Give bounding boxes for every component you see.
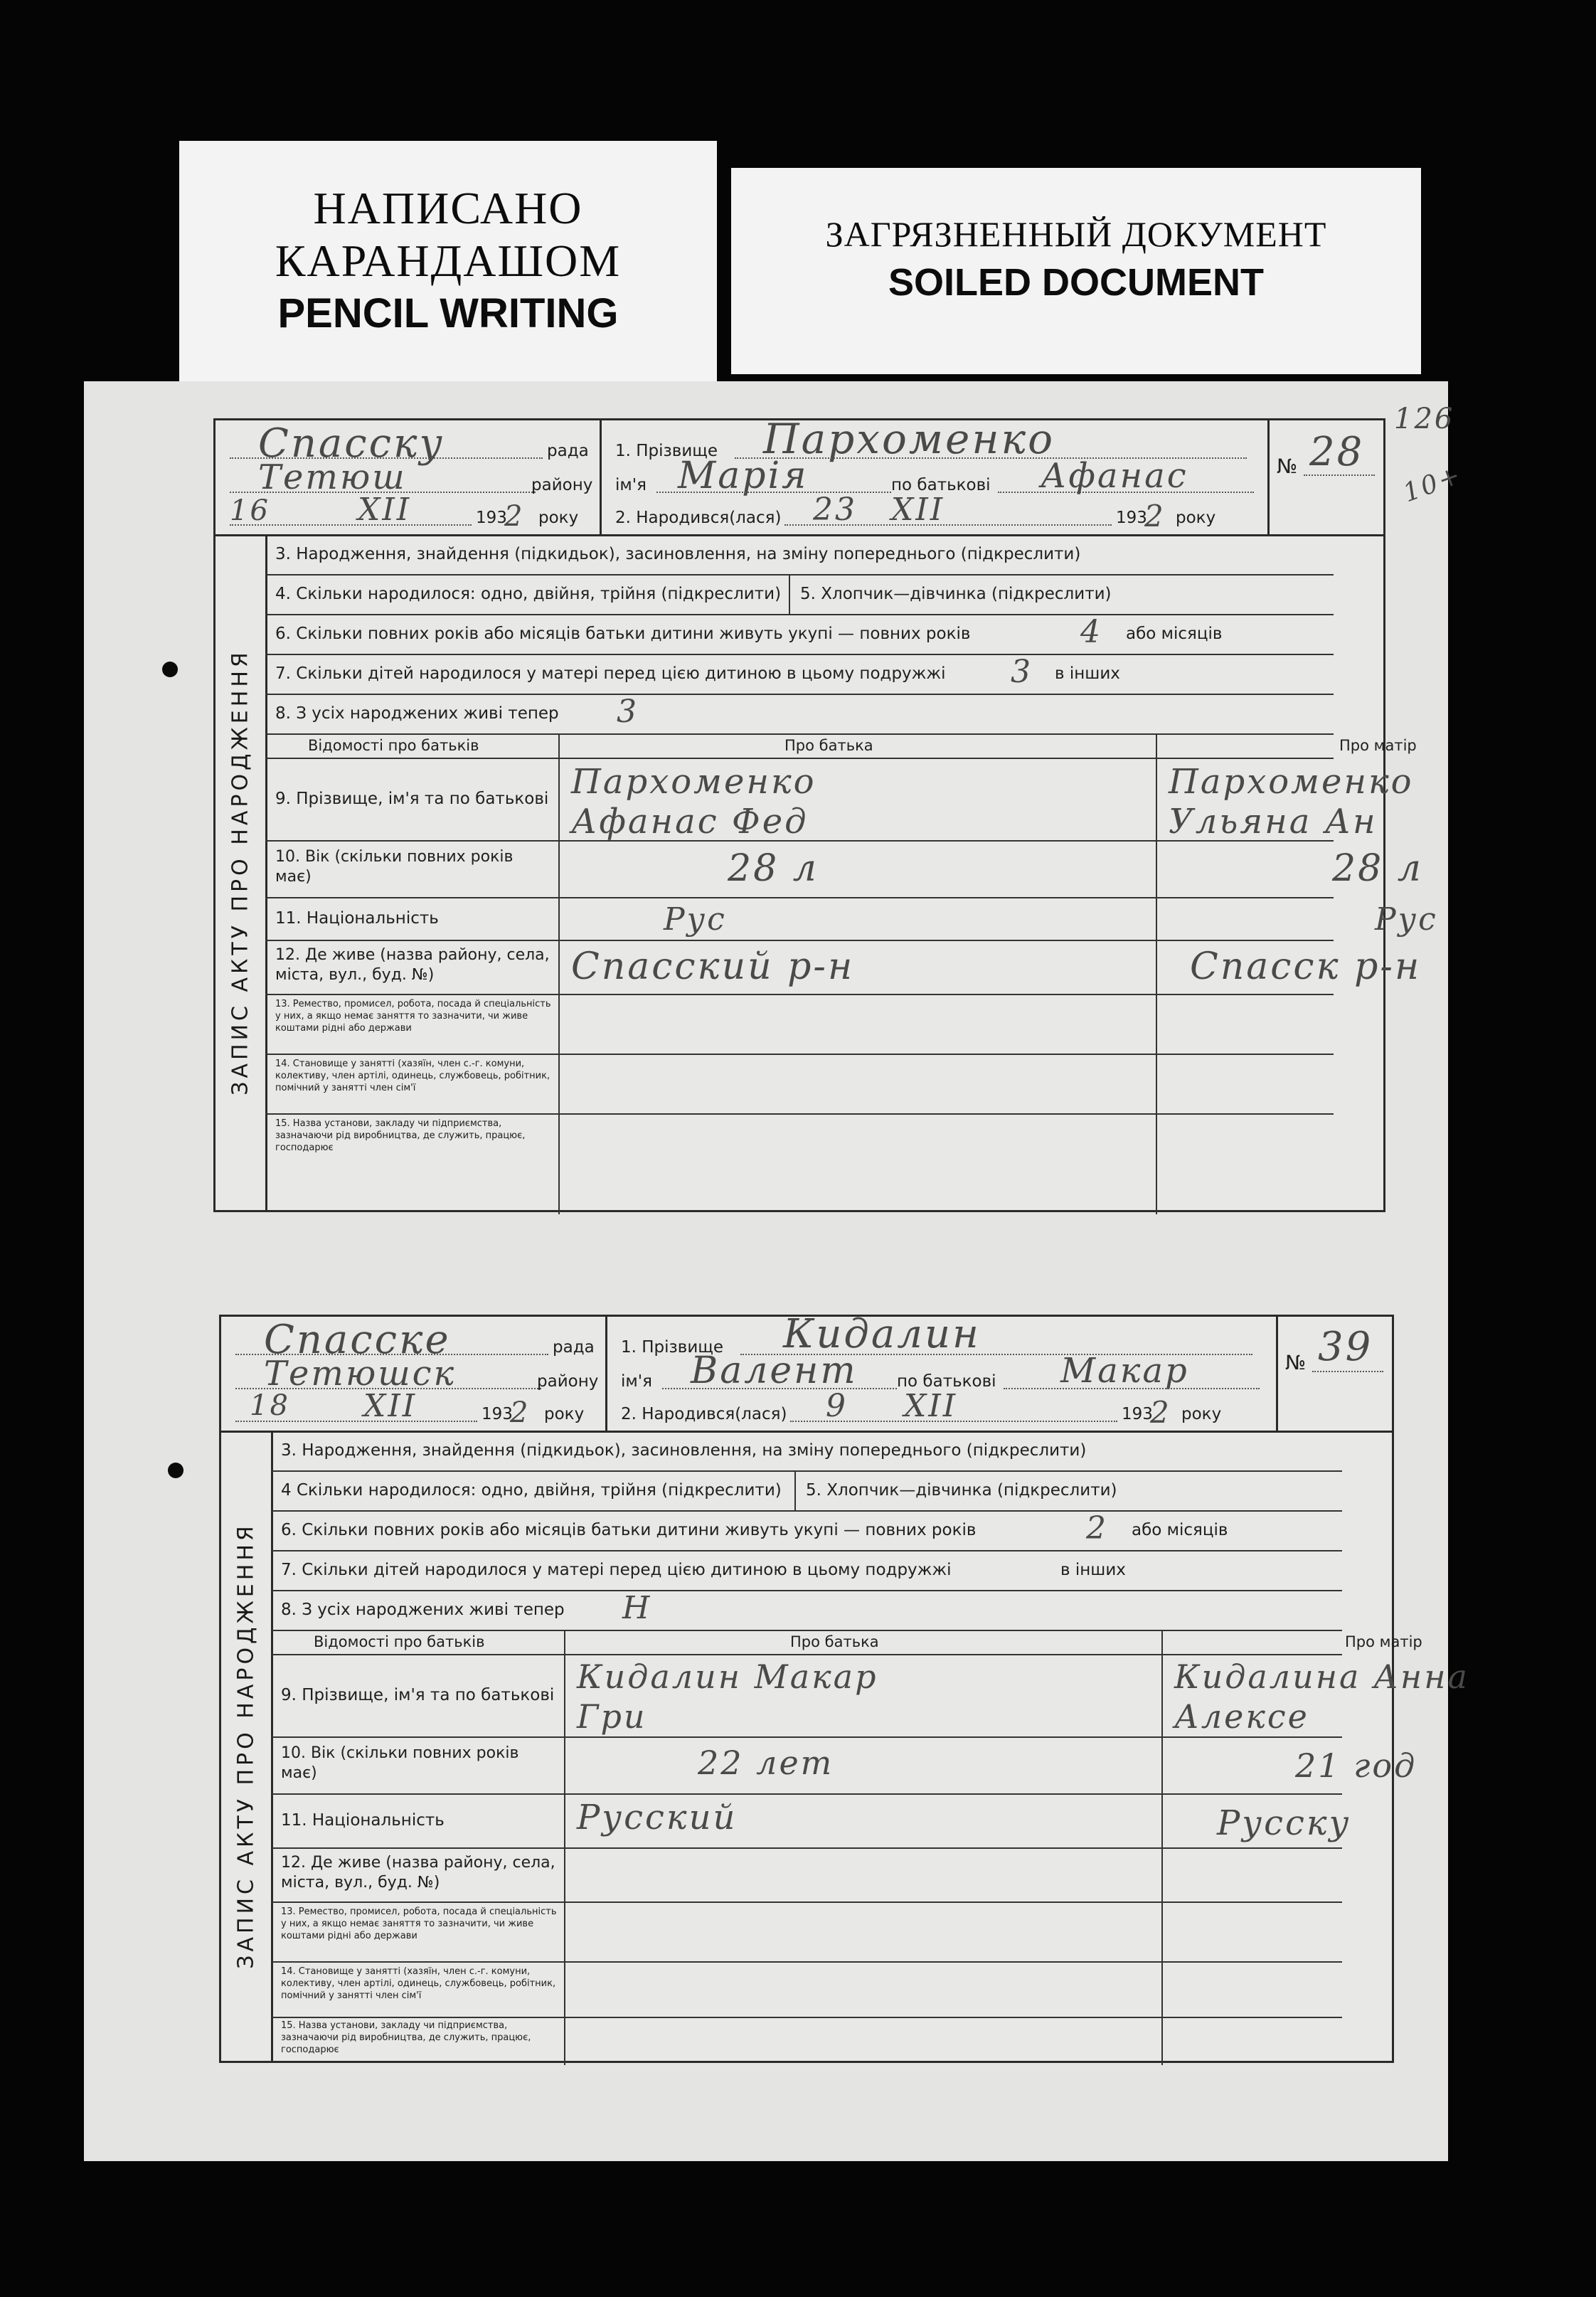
rada-value: Спасску [258,420,445,467]
father-age: 28 л [728,847,819,890]
reg-year-digit: 2 [510,1396,531,1429]
row-8-value: Н [622,1590,652,1626]
row-11: 11. Національність Рус Рус [265,897,1334,941]
mother-nationality: Рус [1375,901,1438,938]
stamp-line: КАРАНДАШОМ [275,235,622,286]
row-6-value: 4 [1080,614,1102,650]
row-15: 15. Назва установи, закладу чи підприємства, зазначаючи рід виробництва, де служить, працює, господарює [275,1118,526,1153]
reg-day: 18 [250,1389,290,1422]
row-4-5: 4. Скільки народилося: одно, двійня, трійня (підкреслити) 5. Хлопчик—дівчинка (підкреслити) [265,574,1334,615]
year-prefix: 193 [482,1405,513,1423]
name-label: ім'я [615,476,647,494]
name-value: Валент [691,1349,858,1392]
form-header [221,1311,1392,1433]
mother-nationality: Русску [1217,1803,1351,1843]
mother-age: 28 л [1332,847,1423,890]
surname-label: 1. Прізвище [615,442,718,460]
born-month: XII [904,1388,958,1424]
name-value: Марія [678,455,809,497]
birth-record-form-2 [219,1311,1469,2063]
reg-day: 16 [230,494,270,527]
row-11: 11. Національність Русский Русску [271,1793,1342,1849]
born-label: 2. Народився(лася) [615,509,782,527]
rayon-value: Тетюш [258,457,407,497]
table-head: Відомості про батьків Про батька Про матір [265,733,1334,759]
corner-note: 126 [1394,403,1455,435]
row-7: 7. Скільки дітей народилося у матері перед цією дитиною в цьому подружжі 3 в інших [265,654,1334,695]
rayon-label: району [537,1372,599,1391]
mother-name: Пархоменко Ульяна Ан [1169,762,1414,842]
row-14: 14. Становище у занятті (хазяїн, член с.-г. комуни, колективу, член артілі, одинець, службовець, робітник, помічний у занятті член сім'ї [271,1961,1342,2018]
row-7: 7. Скільки дітей народилося у матері перед цією дитиною в цьому подружжі в інших [271,1550,1342,1591]
row-8: 8. З усіх народжених живі тепер 3 [265,694,1334,735]
row-8-value: 3 [617,694,639,730]
surname-value: Пархоменко [763,415,1055,463]
father-name: Кидалин Макар Гри [577,1657,878,1736]
born-roku: року [1176,509,1216,527]
number-label: № [1277,455,1298,478]
born-year-prefix: 193 [1122,1405,1153,1423]
birth-record-form-1 [213,415,1438,1212]
row-4-5: 4 Скільки народилося: одно, двійня, трійня (підкреслити) 5. Хлопчик—дівчинка (підкреслити) [271,1470,1342,1512]
number-label: № [1285,1351,1307,1374]
born-month: XII [891,492,945,528]
rayon-label: району [531,476,593,494]
record-number: 39 [1318,1324,1373,1370]
born-year-digit: 2 [1144,499,1166,534]
row-6: 6. Скільки повних років або місяців батьки дитини живуть укупі — повних років 2 або місяців [271,1510,1342,1551]
corner-note: 10+ [1399,460,1467,509]
form-header [216,415,1383,536]
roku-label: року [544,1405,585,1423]
born-label: 2. Народився(лася) [621,1405,787,1423]
father-nationality: Русский [577,1798,738,1837]
name-label: ім'я [621,1372,652,1391]
year-prefix: 193 [476,509,507,527]
side-title: ЗАПИС АКТУ ПРО НАРОДЖЕННЯ [216,534,267,1210]
side-title: ЗАПИС АКТУ ПРО НАРОДЖЕННЯ [221,1431,273,2061]
row-15: 15. Назва установи, закладу чи підприємства, зазначаючи рід виробництва, де служить, працює, господарює [281,2020,531,2055]
row-9: 9. Прізвище, ім'я та по батькові Пархоменко Афанас Фед Пархоменко Ульяна Ан [265,758,1334,842]
row-14: 14. Становище у занятті (хазяїн, член с.-г. комуни, колективу, член артілі, одинець, службовець, робітник, помічний у занятті член сім'ї [265,1054,1334,1115]
born-year-digit: 2 [1150,1395,1171,1430]
record-number: 28 [1309,429,1365,475]
stamp-line: НАПИСАНО [313,183,583,233]
row-12: 12. Де живе (назва району, села, міста, вул., буд. №) Спасский р-н Спасск р-н [265,940,1334,995]
father-nationality: Рус [664,901,727,938]
row-3: 3. Народження, знайдення (підкидьок), засиновлення, на зміну попереднього (підкреслити) [271,1431,1342,1472]
row-7-value: 3 [1011,654,1033,690]
rayon-value: Тетюшск [264,1354,457,1394]
row-6-value: 2 [1086,1510,1108,1547]
patronymic-label: по батькові [897,1372,996,1391]
row-10: 10. Вік (скільки повних років має) 28 л 28 л [265,840,1334,898]
row-12: 12. Де живе (назва району, села, міста, вул., буд. №) [271,1847,1342,1903]
father-name: Пархоменко Афанас Фед [571,762,816,842]
father-age: 22 лет [698,1744,834,1782]
stamp-line: ЗАГРЯЗНЕННЫЙ ДОКУМЕНТ [825,214,1327,254]
reg-year-digit: 2 [504,500,525,533]
patronymic-value: Афанас [1041,456,1188,496]
punch-hole [168,1463,183,1478]
rada-value: Спасске [264,1317,451,1363]
row-8: 8. З усіх народжених живі тепер Н [271,1590,1342,1631]
born-year-prefix: 193 [1116,509,1147,527]
reg-month: XII [363,1388,417,1424]
roku-label: року [538,509,579,527]
mother-address: Спасск р-н [1190,945,1422,988]
table-head: Відомості про батьків Про батька Про матір [271,1630,1342,1655]
father-address: Спасский р-н [571,945,855,988]
row-3: 3. Народження, знайдення (підкидьок), засиновлення, на зміну попереднього (підкреслити) [265,534,1334,575]
patronymic-value: Макар [1060,1351,1189,1391]
rada-label: рада [553,1338,595,1357]
born-day: 9 [826,1388,848,1424]
mother-age: 21 год [1295,1746,1417,1785]
row-13: 13. Ремество, промисел, робота, посада й спеціальність у них, а якщо немає заняття то зазначити, чи живе коштами рідні або держави [265,994,1334,1055]
stamp-line: SOILED DOCUMENT [888,261,1264,304]
row-10: 10. Вік (скільки повних років має) 22 лет 21 год [271,1736,1342,1795]
born-day: 23 [813,492,857,528]
row-13: 13. Ремество, промисел, робота, посада й спеціальність у них, а якщо немає заняття то зазначити, чи живе коштами рідні або держави [271,1901,1342,1963]
rada-label: рада [547,442,589,460]
reg-month: XII [358,492,412,528]
punch-hole [162,662,178,677]
row-6: 6. Скільки повних років або місяців батьки дитини живуть укупі — повних років 4 або місяців [265,614,1334,655]
pencil-writing-stamp [179,141,717,383]
surname-label: 1. Прізвище [621,1338,724,1357]
soiled-document-stamp [731,168,1421,374]
row-9: 9. Прізвище, ім'я та по батькові Кидалин Макар Гри Кидалина Анна Алексе [271,1654,1342,1738]
mother-name: Кидалина Анна Алексе [1174,1657,1469,1736]
stamp-line: PENCIL WRITING [277,290,619,336]
born-roku: року [1181,1405,1222,1423]
patronymic-label: по батькові [891,476,991,494]
surname-value: Кидалин [783,1311,981,1357]
